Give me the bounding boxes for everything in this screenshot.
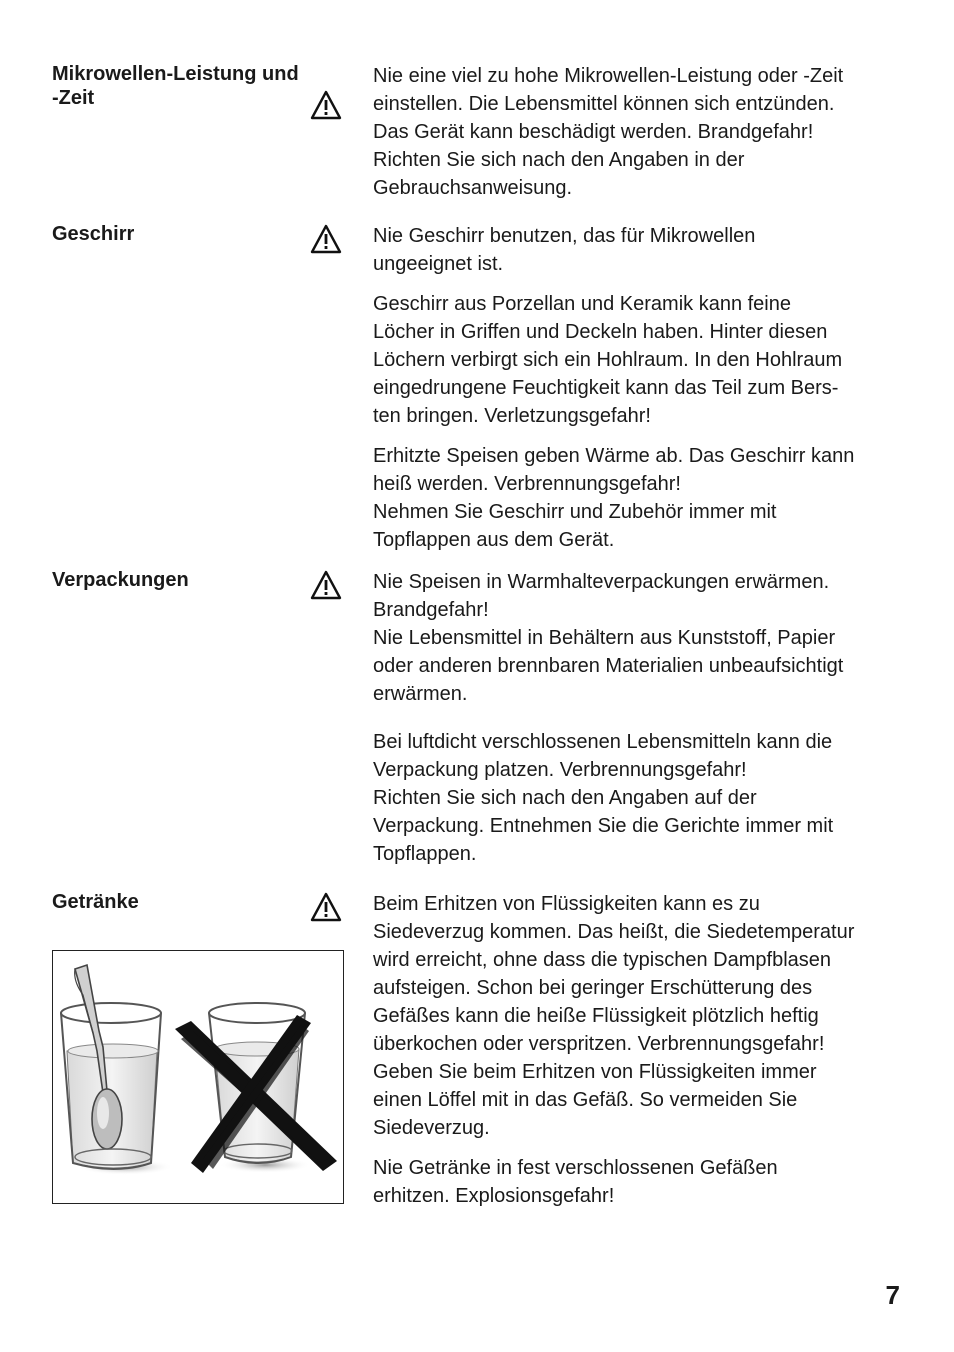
left-glass-rim xyxy=(61,1003,161,1023)
section-paragraph: Nie eine viel zu hohe Mikrowellen-Leistung oder -Zeit einstellen. Die Lebensmittel können sich entzünden. Das Gerät kann beschädigt werden. Brandgefahr! Richten Sie sich nach den Angaben in der Gebrauchsanweisung. xyxy=(373,65,844,199)
section-label: Verpackungen xyxy=(52,569,189,591)
warning-triangle-icon xyxy=(310,90,342,120)
warning-triangle-icon xyxy=(310,224,342,254)
section-paragraph: Geschirr aus Porzellan und Keramik kann feine Löcher in Griffen und Deckeln haben. Hinter diesen Löchern verbirgt sich ein Hohlraum. In den Hohlraum eingedrungene Feuchtigkeit kann das Teil zum Bers- ten bringen. Verletzungsgefahr! xyxy=(373,293,843,427)
glasses-drawing xyxy=(53,951,343,1203)
glasses-illustration xyxy=(52,950,344,1204)
section-paragraph: Nie Geschirr benutzen, das für Mikrowellen ungeeignet ist. xyxy=(373,225,756,275)
warning-triangle-icon xyxy=(310,570,342,600)
section-paragraph: Nie Getränke in fest verschlossenen Gefäßen erhitzen. Explosionsgefahr! xyxy=(373,1157,778,1207)
section-label: Geschirr xyxy=(52,223,135,245)
section-paragraph: Beim Erhitzen von Flüssigkeiten kann es zu Siedeverzug kommen. Das heißt, die Siedetemperatur wird erreicht, ohne dass die typischen Dampfblasen aufsteigen. Schon bei geringer Erschütterung des Gefäßes kann die heiße Flüssigkeit plötzlich heftig überkochen oder verspritzen. Verbrennungsgefahr! Geben Sie beim Erhitzen von Flüssigkeiten immer einen Löffel mit in das Gefäß. So vermeiden Sie Siedeverzug. xyxy=(373,893,855,1139)
page-number: 7 xyxy=(885,1280,900,1310)
section-paragraph: Bei luftdicht verschlossenen Lebensmitteln kann die Verpackung platzen. Verbrennungsgefahr! Richten Sie sich nach den Angaben auf der Verpackung. Entnehmen Sie die Gerichte immer mit Topflappen. xyxy=(373,731,834,865)
section-label: Mikrowellen-Leistung und -Zeit xyxy=(52,63,299,109)
right-glass-rim xyxy=(209,1003,305,1023)
warning-triangle-icon xyxy=(310,892,342,922)
section-paragraph: Erhitzte Speisen geben Wärme ab. Das Geschirr kann heiß werden. Verbrennungsgefahr! Nehmen Sie Geschirr und Zubehör immer mit Topflappen aus dem Gerät. xyxy=(373,445,855,551)
section-label: Getränke xyxy=(52,891,139,913)
section-paragraph: Nie Speisen in Warmhalteverpackungen erwärmen. Brandgefahr! Nie Lebensmittel in Behältern aus Kunststoff, Papier oder anderen brennbaren Materialien unbeaufsichtigt erwärmen. xyxy=(373,571,844,705)
